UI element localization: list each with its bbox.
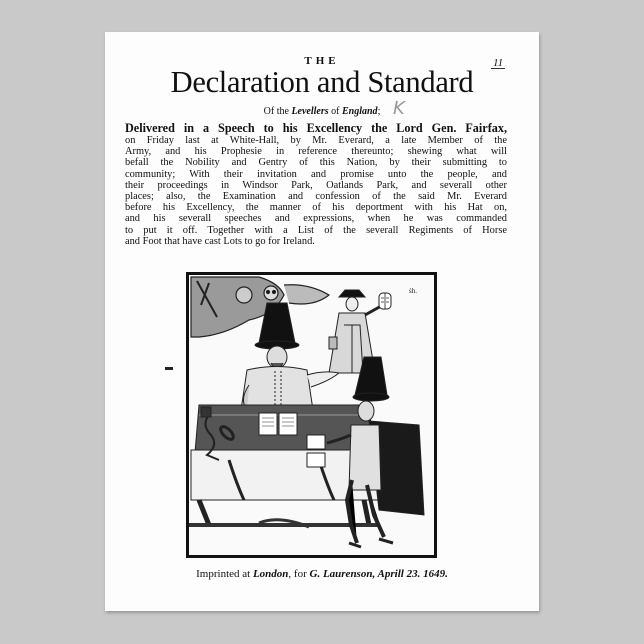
imprint-for: , for: [288, 568, 310, 580]
woodcut-corner-mark: ṡh.: [409, 287, 417, 295]
hand-annotation: K: [393, 98, 405, 119]
body-line: their proceedings in Windsor Park, Oatlands Park, and severall other: [125, 179, 507, 191]
subtitle-levellers: Levellers: [291, 106, 329, 117]
body-line: Delivered in a Speech to his Excellency the Lord Gen. Fairfax,: [125, 122, 507, 135]
body-line: places; also, the Examination and confession of the said Mr. Everard: [125, 191, 507, 203]
title-page-text: [125, 122, 507, 247]
body-line: and his severall speeches and expressions, when he was commanded: [125, 213, 507, 225]
imprint-date: , Aprill 23. 1649.: [372, 568, 448, 580]
subtitle-prefix: Of the: [263, 106, 292, 117]
body-line: befall the Nobility and Gentry of this Nation, by their submitting to: [125, 157, 507, 169]
subtitle-suffix: ;: [377, 106, 381, 117]
marginal-number: 11: [493, 57, 504, 69]
imprint-city: London: [252, 568, 289, 580]
subtitle: [105, 106, 539, 117]
poster-sheet: [105, 32, 539, 611]
body-line: and Foot that have cast Lots to go for Ireland.: [125, 235, 315, 247]
body-line: Army, and his Prophesie in reference thereunto; shewing what will: [125, 146, 507, 158]
cloud-cherubs-figure: [191, 277, 329, 337]
body-line: before his Excellency, the manner of his deportment with his Hat on,: [125, 202, 507, 214]
subtitle-england: England: [341, 106, 378, 117]
stray-ink-mark: [165, 367, 173, 370]
body-line: on Friday last at White-Hall, by Mr. Everard, a late Member of the: [125, 135, 507, 146]
imprint-line: [105, 568, 539, 580]
imprint-printer: G. Laurenson: [309, 568, 373, 580]
imprint-prefix: Imprinted at: [196, 568, 253, 580]
subtitle-mid: of: [328, 106, 342, 117]
woodcut-scene-image: [189, 275, 434, 555]
header-word: THE: [304, 55, 340, 67]
document-title: Declaration and Standard: [170, 65, 474, 99]
seated-man-figure: [241, 303, 339, 410]
woodcut-illustration: [186, 272, 437, 558]
body-line: community; With their invitation and promise unto the people, and: [125, 168, 507, 180]
body-line: to put it off. Together with a List of the severall Regiments of Horse: [125, 224, 507, 236]
